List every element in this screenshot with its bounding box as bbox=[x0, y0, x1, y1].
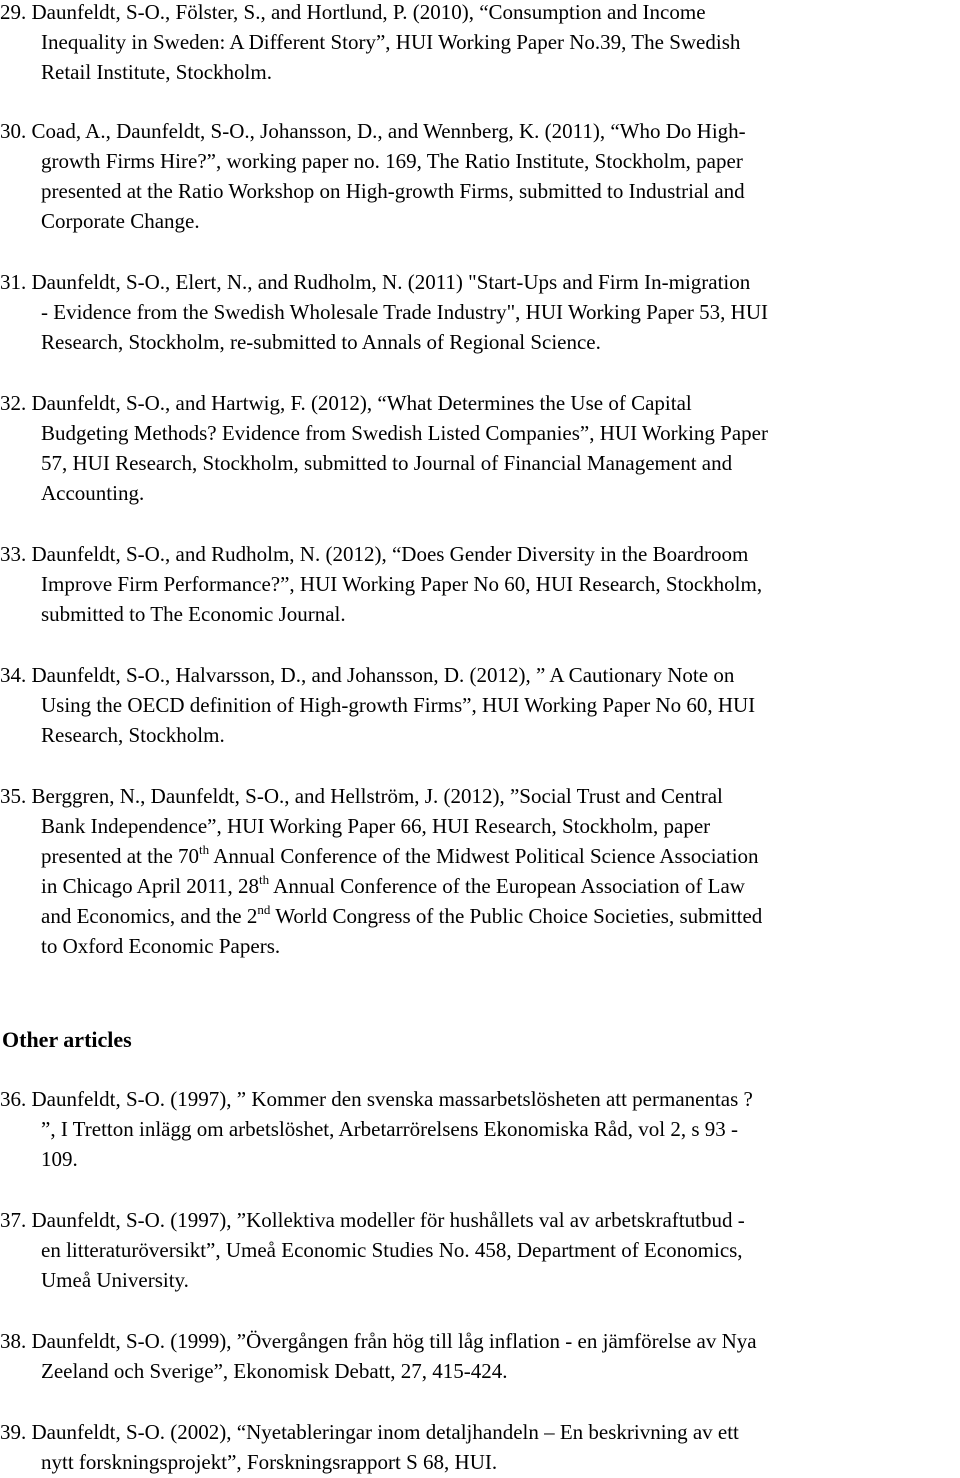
reference-line bbox=[41, 421, 768, 445]
text-run: World Congress of the Public Choice Societies, submitted bbox=[270, 904, 763, 928]
text-run: 37. Daunfeldt, S-O. (1997), ”Kollektiva modeller för hushållets val av arbetskraftutbud - bbox=[0, 1208, 745, 1232]
text-run: 32. Daunfeldt, S-O., and Hartwig, F. (2012), “What Determines the Use of Capital bbox=[0, 391, 692, 415]
text-run: in Chicago April 2011, 28 bbox=[41, 874, 259, 898]
text-run: 38. Daunfeldt, S-O. (1999), ”Övergången från hög till låg inflation - en jämförelse av Nya bbox=[0, 1329, 757, 1353]
reference-line bbox=[41, 693, 755, 717]
reference-entry-start bbox=[0, 1087, 753, 1111]
reference-line bbox=[41, 572, 762, 596]
text-run: Improve Firm Performance?”, HUI Working Paper No 60, HUI Research, Stockholm, bbox=[41, 572, 763, 596]
reference-entry-start bbox=[0, 1329, 757, 1353]
reference-line bbox=[41, 1238, 743, 1262]
reference-line bbox=[41, 934, 280, 958]
reference-line bbox=[41, 602, 346, 626]
section-heading-other-articles: Other articles bbox=[2, 1027, 132, 1052]
reference-line bbox=[41, 1359, 508, 1383]
text-run: - Evidence from the Swedish Wholesale Trade Industry", HUI Working Paper 53, HUI bbox=[41, 300, 768, 324]
reference-line bbox=[41, 904, 762, 928]
text-run: Annual Conference of the Midwest Political Science Association bbox=[209, 844, 759, 868]
reference-line bbox=[41, 30, 740, 54]
text-run: Zeeland och Sverige”, Ekonomisk Debatt, 27, 415-424. bbox=[41, 1359, 508, 1383]
text-run: en litteraturöversikt”, Umeå Economic Studies No. 458, Department of Economics, bbox=[41, 1238, 743, 1262]
text-run: 35. Berggren, N., Daunfeldt, S-O., and Hellström, J. (2012), ”Social Trust and Central bbox=[0, 784, 723, 808]
text-run: 29. Daunfeldt, S-O., Fölster, S., and Hortlund, P. (2010), “Consumption and Income bbox=[0, 0, 706, 24]
reference-line bbox=[41, 451, 732, 475]
text-run: submitted to The Economic Journal. bbox=[41, 602, 346, 626]
text-run: 31. Daunfeldt, S-O., Elert, N., and Rudholm, N. (2011) "Start-Ups and Firm In-migration bbox=[0, 270, 751, 294]
reference-entry-start bbox=[0, 784, 723, 808]
reference-entry-start bbox=[0, 1420, 739, 1444]
reference-line bbox=[41, 1117, 738, 1141]
reference-line bbox=[41, 481, 144, 505]
text-run: 33. Daunfeldt, S-O., and Rudholm, N. (2012), “Does Gender Diversity in the Boardroom bbox=[0, 542, 749, 566]
reference-line bbox=[41, 149, 743, 173]
ordinal-superscript: nd bbox=[257, 902, 271, 917]
text-run: presented at the Ratio Workshop on High-growth Firms, submitted to Industrial and bbox=[41, 179, 745, 203]
reference-entry-start bbox=[0, 1208, 745, 1232]
text-run: to Oxford Economic Papers. bbox=[41, 934, 281, 958]
text-run: Annual Conference of the European Association of Law bbox=[269, 874, 745, 898]
text-run: Research, Stockholm. bbox=[41, 723, 225, 747]
reference-line bbox=[41, 874, 745, 898]
reference-line bbox=[41, 844, 759, 868]
reference-line bbox=[41, 1268, 189, 1292]
text-run: nytt forskningsprojekt”, Forskningsrapport S 68, HUI. bbox=[41, 1450, 498, 1474]
text-run: 39. Daunfeldt, S-O. (2002), “Nyetableringar inom detaljhandeln – En beskrivning av ett bbox=[0, 1420, 739, 1444]
text-run: Accounting. bbox=[41, 481, 145, 505]
text-run: 30. Coad, A., Daunfeldt, S-O., Johansson, D., and Wennberg, K. (2011), “Who Do High- bbox=[0, 119, 746, 143]
reference-line bbox=[41, 1147, 78, 1171]
text-run: Using the OECD definition of High-growth Firms”, HUI Working Paper No 60, HUI bbox=[41, 693, 756, 717]
text-run: 34. Daunfeldt, S-O., Halvarsson, D., and Johansson, D. (2012), ” A Cautionary Note on bbox=[0, 663, 735, 687]
text-run: Inequality in Sweden: A Different Story”, HUI Working Paper No.39, The Swedish bbox=[41, 30, 741, 54]
reference-line bbox=[41, 814, 710, 838]
ordinal-superscript: th bbox=[199, 842, 210, 857]
text-run: growth Firms Hire?”, working paper no. 169, The Ratio Institute, Stockholm, paper bbox=[41, 149, 743, 173]
text-run: Budgeting Methods? Evidence from Swedish Listed Companies”, HUI Working Paper bbox=[41, 421, 768, 445]
text-run: Umeå University. bbox=[41, 1268, 189, 1292]
reference-entry-start bbox=[0, 0, 706, 24]
reference-line bbox=[41, 209, 200, 233]
reference-line bbox=[41, 60, 272, 84]
reference-entry-start bbox=[0, 391, 692, 415]
text-run: 109. bbox=[41, 1147, 78, 1171]
text-run: presented at the 70 bbox=[41, 844, 200, 868]
ordinal-superscript: th bbox=[258, 872, 270, 887]
text-run: Retail Institute, Stockholm. bbox=[41, 60, 272, 84]
text-run: Bank Independence”, HUI Working Paper 66, HUI Research, Stockholm, paper bbox=[41, 814, 711, 838]
reference-line bbox=[41, 723, 225, 747]
text-run: ”, I Tretton inlägg om arbetslöshet, Arbetarrörelsens Ekonomiska Råd, vol 2, s 93 - bbox=[41, 1117, 738, 1141]
text-run: Research, Stockholm, re-submitted to Annals of Regional Science. bbox=[41, 330, 601, 354]
reference-line bbox=[41, 179, 745, 203]
reference-line bbox=[41, 330, 601, 354]
text-run: 57, HUI Research, Stockholm, submitted to Journal of Financial Management and bbox=[41, 451, 733, 475]
text-run: Corporate Change. bbox=[41, 209, 200, 233]
reference-entry-start bbox=[0, 663, 734, 687]
reference-line bbox=[41, 300, 768, 324]
reference-entry-start bbox=[0, 119, 746, 143]
reference-entry-start bbox=[0, 542, 748, 566]
text-run: 36. Daunfeldt, S-O. (1997), ” Kommer den svenska massarbetslösheten att permanentas ? bbox=[0, 1087, 753, 1111]
text-run: and Economics, and the 2 bbox=[41, 904, 258, 928]
reference-line bbox=[41, 1450, 497, 1474]
reference-entry-start bbox=[0, 270, 750, 294]
